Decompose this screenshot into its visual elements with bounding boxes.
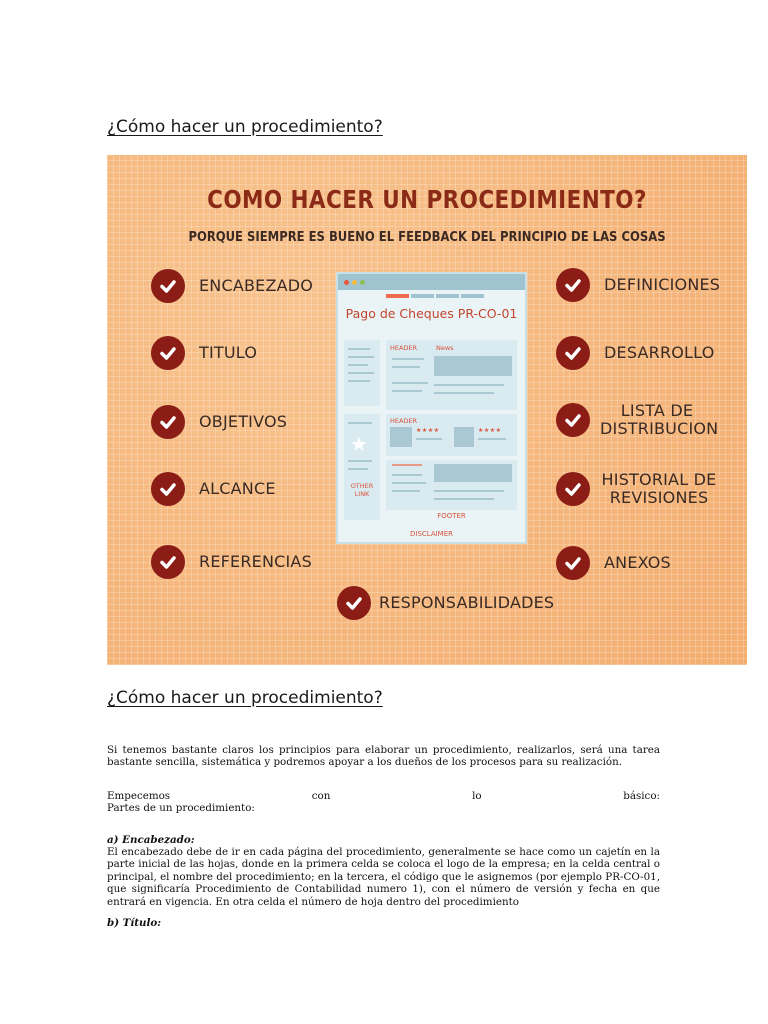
item-referencias <box>151 545 312 579</box>
disclaimer-label: DISCLAIMER <box>409 530 454 538</box>
item-label: ANEXOS <box>604 553 671 572</box>
browser-tabs <box>338 290 525 298</box>
browser-tab <box>386 294 409 298</box>
section-a-paragraph: El encabezado debe de ir en cada página del procedimiento, generalmente se hace como un cajetín en la parte inicial de las hojas, donde en la primera celda se coloca el logo de la empresa; en la celda central o principal, el nombre del procedimiento; en la tercera, el código que le asignemos (por ejemplo PR-CO-01, que significaría Procedimiento de Contabilidad numero 1), con el número de versión y fecha en que entrará en vigencia. En otra celda el número de hoja dentro del procedimiento <box>107 846 660 908</box>
infographic-title: COMO HACER UN PROCEDIMIENTO? <box>207 185 647 214</box>
item-encabezado <box>151 269 313 303</box>
browser-illustration <box>336 272 527 544</box>
item-label: RESPONSABILIDADES <box>379 593 555 612</box>
check-circle-icon <box>151 405 185 439</box>
item-label: TITULO <box>199 343 258 362</box>
section-a-title: a) Encabezado: <box>107 834 195 846</box>
text-line <box>348 380 370 382</box>
text-line <box>392 366 420 368</box>
infographic-subtitle: PORQUE SIEMPRE ES BUENO EL FEEDBACK DEL PRINCIPIO DE LAS COSAS <box>188 229 666 245</box>
item-anexos <box>556 546 671 580</box>
item-titulo <box>151 336 257 370</box>
text-line <box>416 438 442 440</box>
image-placeholder <box>454 427 474 447</box>
start-word: básico: <box>623 790 660 802</box>
text-line <box>348 372 374 374</box>
item-label: ALCANCE <box>199 479 276 498</box>
item-label: HISTORIAL DE REVISIONES <box>601 470 717 507</box>
other-link-label: OTHER LINK <box>350 482 374 498</box>
item-label: LISTA DE DISTRIBUCION <box>600 401 719 438</box>
item-alcance <box>151 472 276 506</box>
item-historial-revisiones <box>556 471 718 507</box>
check-circle-icon <box>556 403 590 437</box>
footer-label: FOOTER <box>437 512 466 520</box>
text-line <box>478 438 506 440</box>
text-line <box>348 348 370 350</box>
infographic <box>107 155 747 665</box>
check-circle-icon <box>556 268 590 302</box>
item-label: DESARROLLO <box>604 343 715 362</box>
text-line <box>434 498 494 500</box>
text-line <box>392 474 422 476</box>
image-placeholder <box>390 427 412 447</box>
image-placeholder <box>434 356 512 376</box>
item-objetivos <box>151 405 287 439</box>
browser-tab <box>411 294 434 298</box>
text-line <box>392 482 426 484</box>
news-label: News <box>436 344 454 352</box>
section-b-title: b) Título: <box>107 917 162 929</box>
item-responsabilidades <box>337 586 554 620</box>
start-line <box>107 790 660 802</box>
check-circle-icon <box>337 586 371 620</box>
image-placeholder <box>434 464 512 482</box>
intro-paragraph: Si tenemos bastante claros los principios para elaborar un procedimiento, realizarlos, será una tarea bastante sencilla, sistemática y podremos apoyar a los dueños de los procesos para su realización. <box>107 744 660 769</box>
section-heading: ¿Cómo hacer un procedimiento? <box>107 688 383 708</box>
check-circle-icon <box>556 336 590 370</box>
browser-tab <box>461 294 484 298</box>
rating-stars: ★★★★ <box>416 427 440 434</box>
browser-tab <box>436 294 459 298</box>
text-line <box>392 490 420 492</box>
item-label: OBJETIVOS <box>199 412 288 431</box>
parts-line: Partes de un procedimiento: <box>107 802 255 814</box>
header-label: HEADER <box>390 344 418 352</box>
start-word: lo <box>472 790 482 802</box>
start-word: Empecemos <box>107 790 171 802</box>
text-line <box>434 392 494 394</box>
sidebar-panel <box>344 414 380 520</box>
text-line <box>434 490 504 492</box>
item-label: DEFINICIONES <box>604 275 721 294</box>
item-definiciones <box>556 268 720 302</box>
item-label: REFERENCIAS <box>199 552 312 571</box>
item-desarrollo <box>556 336 715 370</box>
star-icon: ★ <box>350 432 368 456</box>
window-dot-icon <box>344 280 349 285</box>
rating-stars: ★★★★ <box>478 427 502 434</box>
text-line <box>392 464 422 466</box>
text-line <box>348 364 368 366</box>
text-line <box>348 356 374 358</box>
window-dot-icon <box>360 280 365 285</box>
item-lista-distribucion <box>556 401 719 438</box>
start-word: con <box>311 790 331 802</box>
header-label: HEADER <box>390 417 418 425</box>
check-circle-icon <box>151 545 185 579</box>
browser-page-title: Pago de Cheques PR-CO-01 <box>345 306 518 321</box>
text-line <box>392 390 422 392</box>
page-heading: ¿Cómo hacer un procedimiento? <box>107 117 383 137</box>
text-line <box>348 468 368 470</box>
check-circle-icon <box>151 336 185 370</box>
text-line <box>434 384 504 386</box>
browser-titlebar <box>338 274 525 290</box>
item-label: ENCABEZADO <box>199 276 314 295</box>
check-circle-icon <box>151 269 185 303</box>
text-line <box>392 358 424 360</box>
text-line <box>348 460 372 462</box>
text-line <box>348 422 372 424</box>
text-line <box>392 382 428 384</box>
check-circle-icon <box>556 546 590 580</box>
check-circle-icon <box>556 472 590 506</box>
window-dot-icon <box>352 280 357 285</box>
check-circle-icon <box>151 472 185 506</box>
